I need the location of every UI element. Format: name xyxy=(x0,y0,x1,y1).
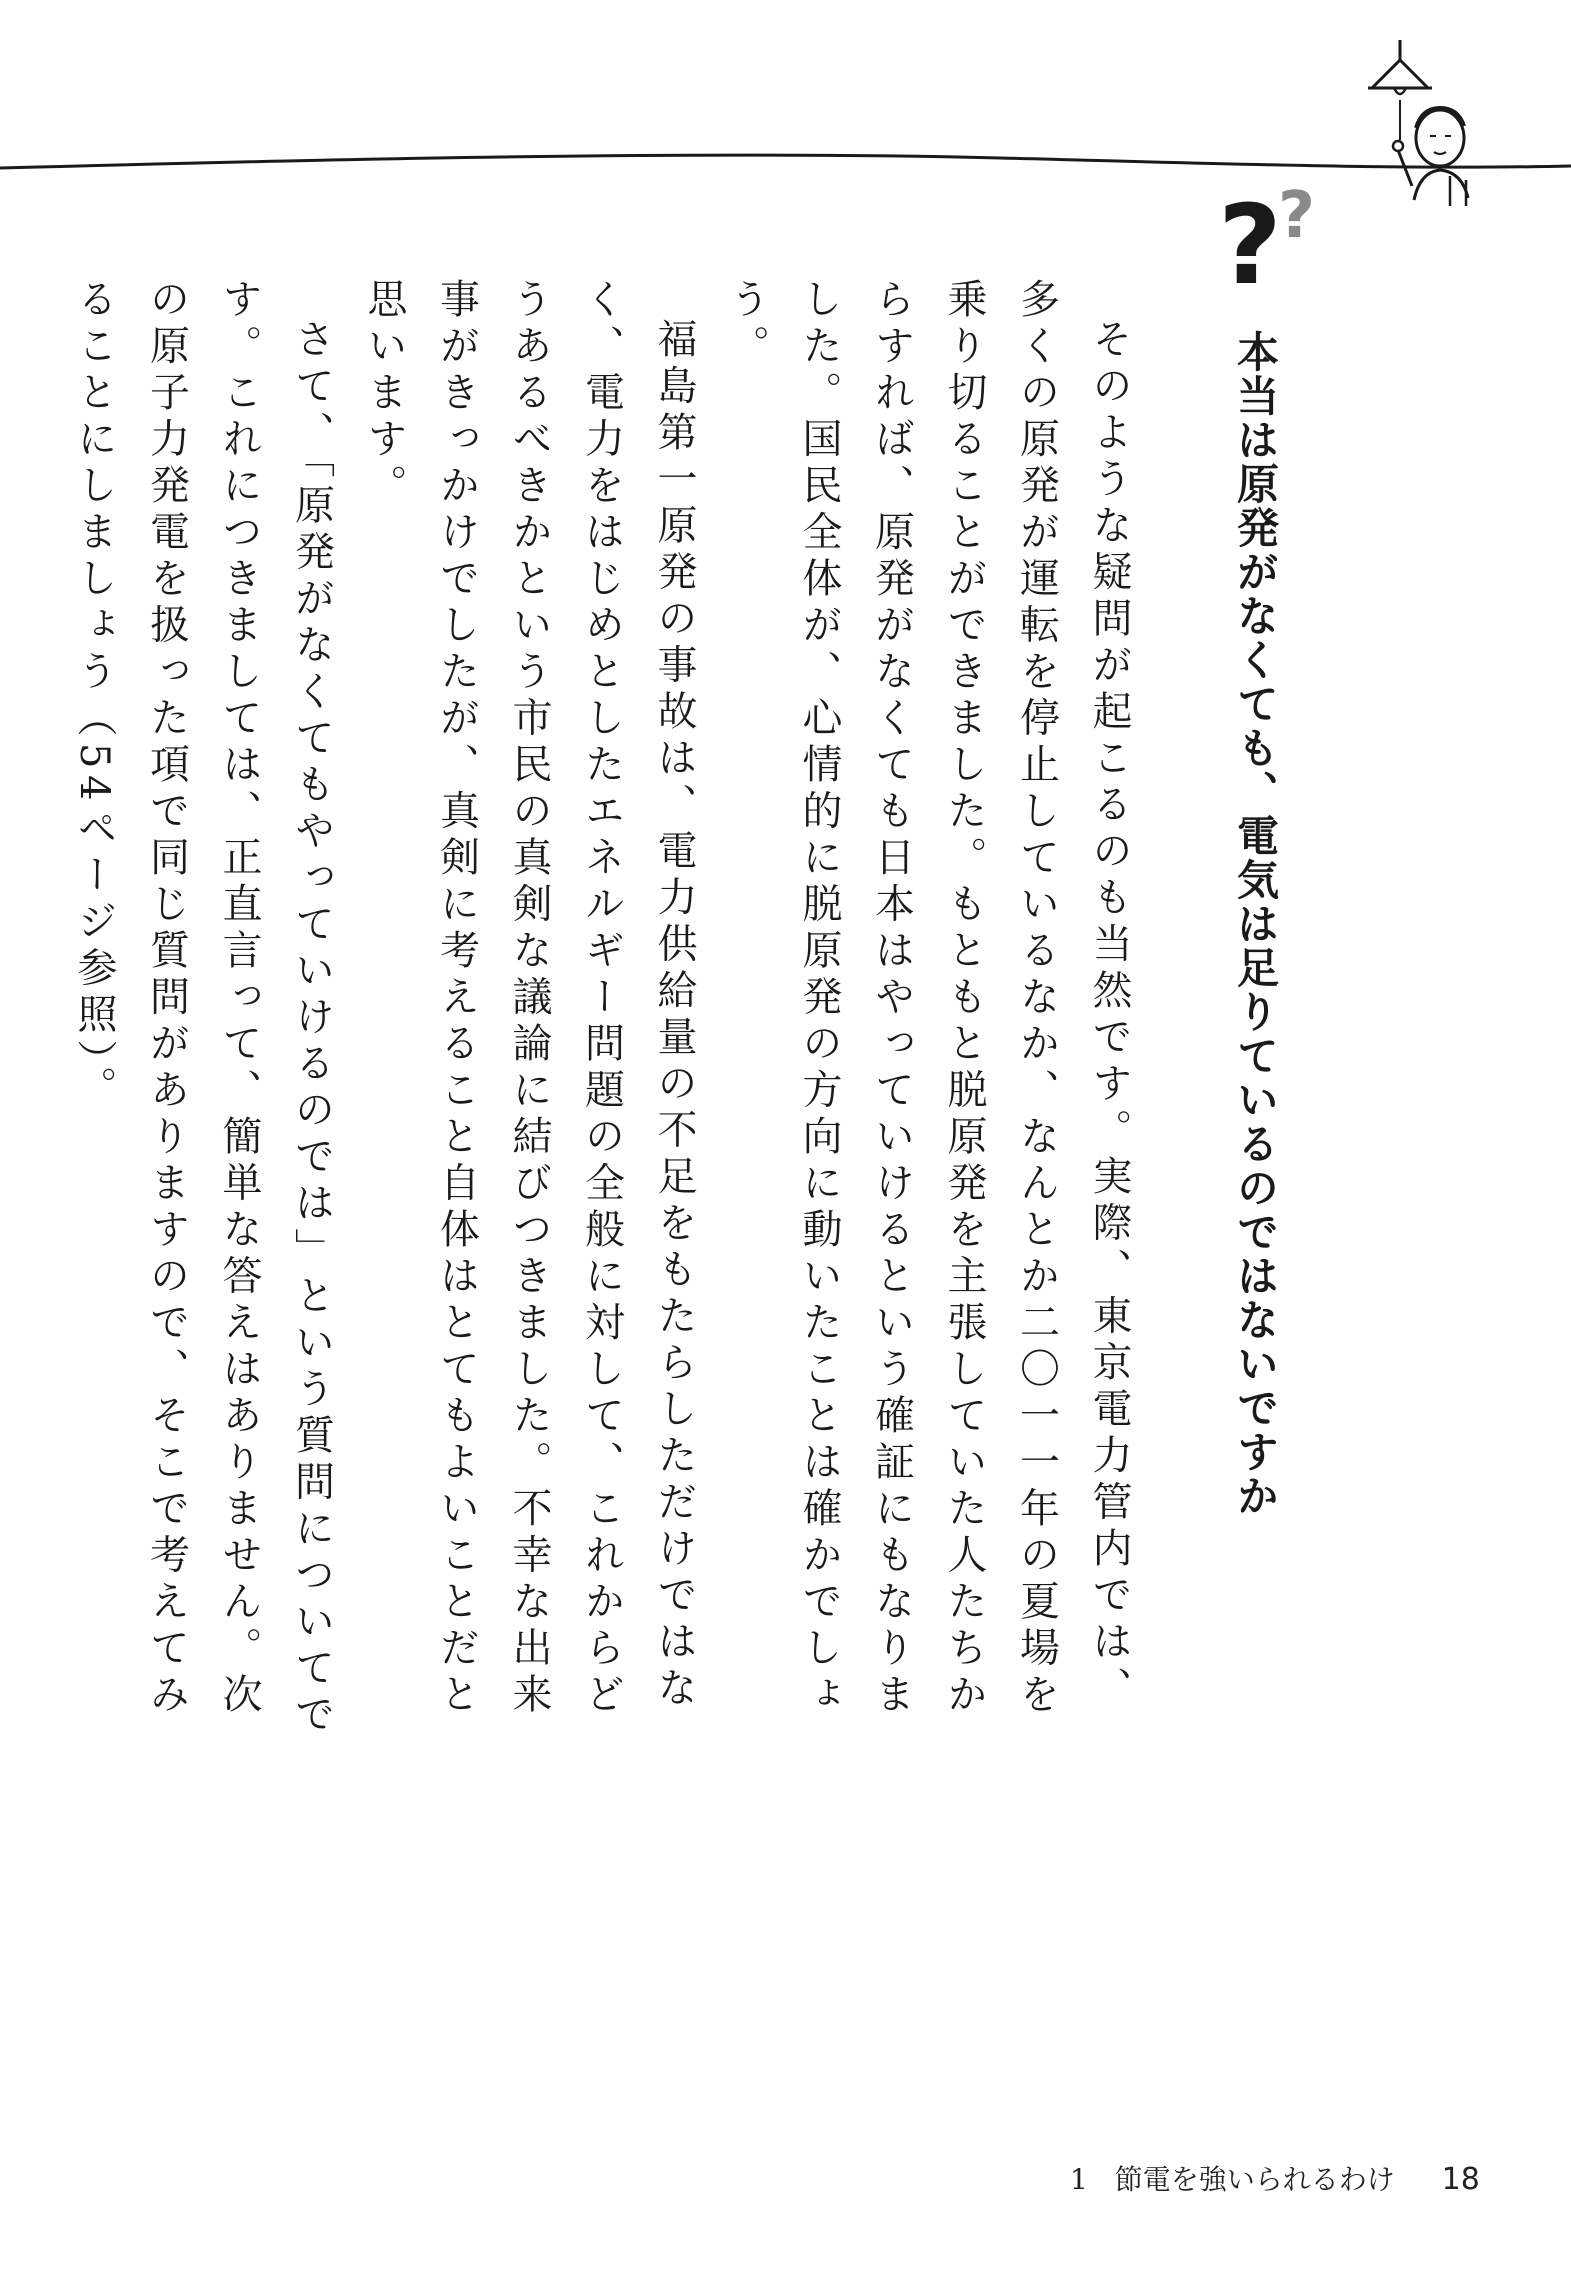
chapter-number: 1 xyxy=(1070,2163,1088,2196)
body-text xyxy=(71,278,1145,1748)
paragraph: 福島第一原発の事故は、電力供給量の不足をもたらしただけではなく、電力をはじめとしたエネルギー問題の全般に対して、これからどうあるべきかという市民の真剣な議論に結びつきました。不幸な出来事がきっかけでしたが、真剣に考えること自体はとてもよいことだと思います。 xyxy=(361,278,697,1720)
chapter-title: 節電を強いられるわけ xyxy=(1114,2163,1395,2196)
header-rule xyxy=(0,155,1571,168)
paragraph: さて、「原発がなくてもやっていけるのでは」という質問についてです。これにつきましては、正直言って、簡単な答えはありません。次の原子力発電を扱った項で同じ質問がありますので、そこで考えてみることにしましょう（54ページ参照）。 xyxy=(71,278,335,1740)
question-big-icon: ? xyxy=(1218,181,1282,309)
page-number: 18 xyxy=(1441,2162,1480,2197)
question-small-icon: ? xyxy=(1278,179,1316,253)
section-heading: 本当は原発がなくても、電気は足りているのではないですか xyxy=(1231,330,1280,1518)
paragraph: そのような疑問が起こるのも当然です。実際、東京電力管内では、多くの原発が運転を停止しているなか、なんとか二〇一一年の夏場を乗り切ることができました。もともと脱原発を主張していた人たちからすれば、原発がなくても日本はやっていけるという確証にもなりました。国民全体が、心情的に脱原発の方向に動いたことは確かでしょう。 xyxy=(723,278,1132,1720)
page-footer xyxy=(1070,2158,1480,2198)
question-mark-icon xyxy=(1218,179,1358,310)
man-holding-lamp-icon xyxy=(1368,40,1468,206)
